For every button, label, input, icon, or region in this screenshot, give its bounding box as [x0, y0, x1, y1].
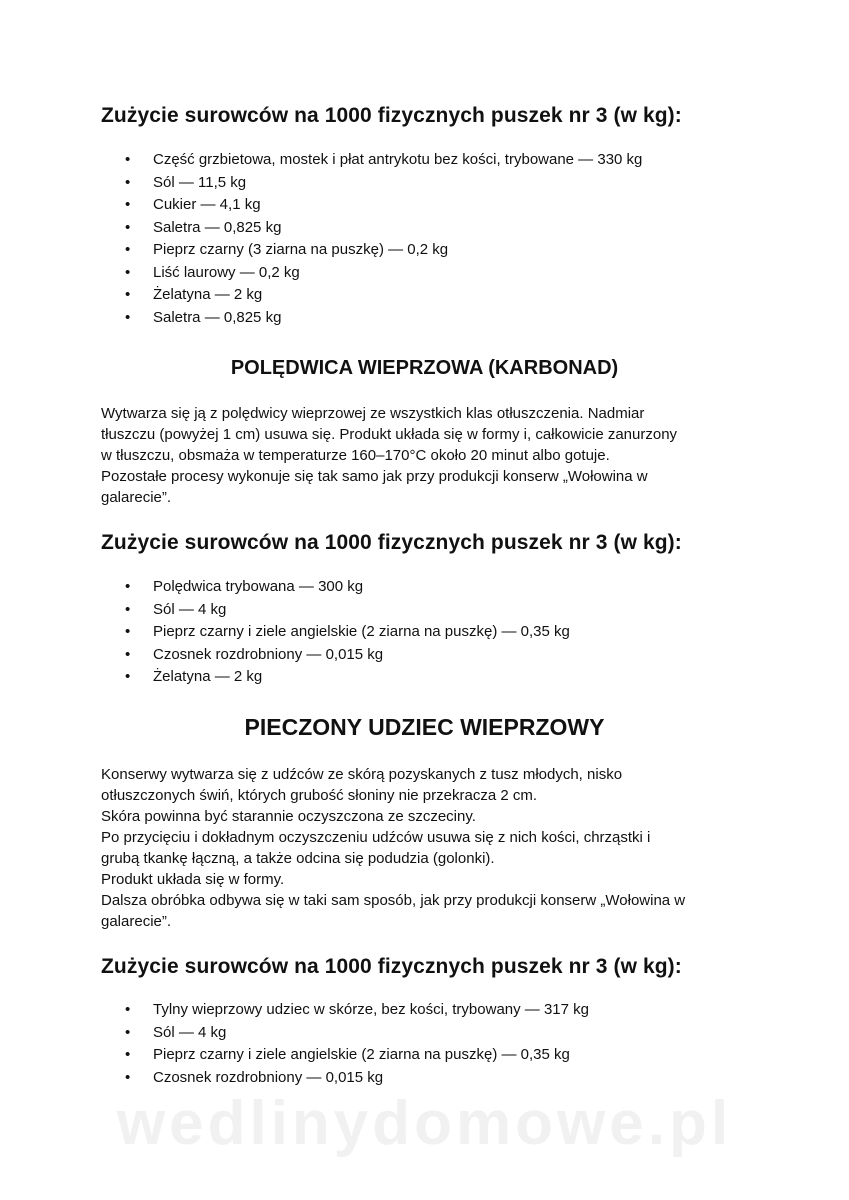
list-item: • Saletra — 0,825 kg — [101, 307, 642, 330]
section-heading: Zużycie surowców na 1000 fizycznych puszek nr 3 (w kg): — [101, 531, 682, 554]
paragraph-line: tłuszczu (powyżej 1 cm) usuwa się. Produkt układa się w formy i, całkowicie zanurzony — [101, 426, 678, 443]
paragraph-line: w tłuszczu, obsmaża w temperaturze 160–170°C około 20 minut albo gotuje. — [101, 447, 610, 464]
section-heading: Zużycie surowców na 1000 fizycznych puszek nr 3 (w kg): — [101, 104, 682, 127]
list-item: • Czosnek rozdrobniony — 0,015 kg — [101, 644, 570, 667]
watermark: wedlinydomowe.pl — [116, 1089, 733, 1158]
udziec-title: PIECZONY UDZIEC WIEPRZOWY — [244, 714, 605, 740]
paragraph-line: Skóra powinna być starannie oczyszczona ze szczeciny. — [101, 808, 476, 825]
list-item: • Czosnek rozdrobniony — 0,015 kg — [101, 1067, 589, 1090]
list-item: • Saletra — 0,825 kg — [101, 217, 642, 240]
poledwica-title: POLĘDWICA WIEPRZOWA (KARBONAD) — [230, 357, 619, 379]
list-item: • Sól — 4 kg — [101, 599, 570, 622]
paragraph-line: Produkt układa się w formy. — [101, 871, 285, 888]
section-heading: Zużycie surowców na 1000 fizycznych puszek nr 3 (w kg): — [101, 955, 682, 978]
list-item: • Sól — 11,5 kg — [101, 172, 642, 195]
paragraph-line: otłuszczonych świń, których grubość słoniny nie przekracza 2 cm. — [101, 787, 538, 804]
list-item: • Cukier — 4,1 kg — [101, 194, 642, 217]
list-item: • Pieprz czarny i ziele angielskie (2 ziarna na puszkę) — 0,35 kg — [101, 621, 570, 644]
ingredient-list — [101, 576, 570, 689]
list-item: • Żelatyna — 2 kg — [101, 284, 642, 307]
list-item: • Polędwica trybowana — 300 kg — [101, 576, 570, 599]
list-item: • Liść laurowy — 0,2 kg — [101, 262, 642, 285]
paragraph-line: Pozostałe procesy wykonuje się tak samo jak przy produkcji konserw „Wołowina w — [101, 468, 648, 485]
paragraph-line: galarecie”. — [101, 489, 172, 506]
list-item: • Pieprz czarny (3 ziarna na puszkę) — 0,2 kg — [101, 239, 642, 262]
udziec-paragraph — [101, 764, 761, 932]
paragraph-line: galarecie”. — [101, 913, 172, 930]
ingredient-list — [101, 999, 589, 1089]
poledwica-paragraph — [101, 403, 761, 508]
paragraph-line: Konserwy wytwarza się z udźców ze skórą pozyskanych z tusz młodych, nisko — [101, 766, 623, 783]
list-item: • Żelatyna — 2 kg — [101, 666, 570, 689]
paragraph-line: Wytwarza się ją z polędwicy wieprzowej ze wszystkich klas otłuszczenia. Nadmiar — [101, 405, 645, 422]
paragraph-line: Po przycięciu i dokładnym oczyszczeniu udźców usuwa się z nich kości, chrząstki i — [101, 829, 651, 846]
paragraph-line: Dalsza obróbka odbywa się w taki sam sposób, jak przy produkcji konserw „Wołowina w — [101, 892, 686, 909]
list-item: • Tylny wieprzowy udziec w skórze, bez kości, trybowany — 317 kg — [101, 999, 589, 1022]
list-item: • Pieprz czarny i ziele angielskie (2 ziarna na puszkę) — 0,35 kg — [101, 1044, 589, 1067]
list-item: • Część grzbietowa, mostek i płat antrykotu bez kości, trybowane — 330 kg — [101, 149, 642, 172]
paragraph-line: grubą tkankę łączną, a także odcina się podudzia (golonki). — [101, 850, 495, 867]
ingredient-list — [101, 149, 642, 329]
list-item: • Sól — 4 kg — [101, 1022, 589, 1045]
